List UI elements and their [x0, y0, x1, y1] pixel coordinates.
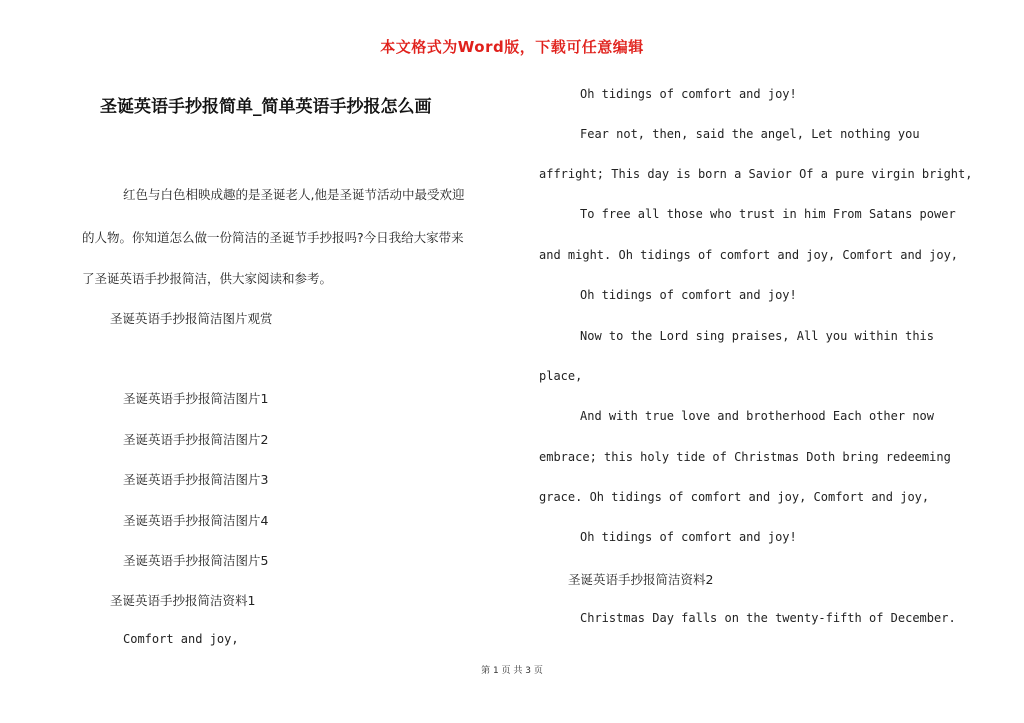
lyric-line: Oh tidings of comfort and joy! [580, 530, 797, 544]
lyric-line: And with true love and brotherhood Each other now [580, 409, 935, 423]
intro-paragraph-line-1: 红色与白色相映成趣的是圣诞老人,他是圣诞节活动中最受欢迎 [123, 187, 465, 202]
section-heading-material-1: 圣诞英语手抄报简洁资料1 [110, 593, 256, 608]
page-title: 圣诞英语手抄报简单_简单英语手抄报怎么画 [100, 97, 432, 117]
section-heading-material-2: 圣诞英语手抄报简洁资料2 [568, 572, 714, 587]
lyric-line: affright; This day is born a Savior Of a pure virgin bright, [539, 167, 973, 181]
lyric-line: Oh tidings of comfort and joy! [580, 87, 797, 101]
lyric-line: and might. Oh tidings of comfort and joy, Comfort and joy, [539, 248, 959, 262]
word-format-banner: 本文格式为Word版，下载可任意编辑 [380, 38, 644, 56]
lyric-line: Fear not, then, said the angel, Let nothing you [580, 127, 920, 141]
image-caption-3: 圣诞英语手抄报简洁图片3 [123, 472, 269, 487]
intro-paragraph-line-2: 的人物。你知道怎么做一份简洁的圣诞节手抄报吗?今日我给大家带来 [82, 230, 464, 245]
lyric-line: embrace; this holy tide of Christmas Doth bring redeeming [539, 450, 951, 464]
lyric-line: grace. Oh tidings of comfort and joy, Comfort and joy, [539, 490, 930, 504]
intro-paragraph-line-3: 了圣诞英语手抄报简洁，供大家阅读和参考。 [82, 271, 333, 286]
lyric-line: Oh tidings of comfort and joy! [580, 288, 797, 302]
lyric-line: Now to the Lord sing praises, All you within this [580, 329, 935, 343]
lyric-line: place, [539, 369, 583, 383]
body-text-line: Christmas Day falls on the twenty-fifth of December. [580, 611, 956, 625]
image-caption-1: 圣诞英语手抄报简洁图片1 [123, 391, 269, 406]
lyric-line: Comfort and joy, [123, 632, 239, 646]
section-heading-images: 圣诞英语手抄报简洁图片观赏 [110, 311, 273, 326]
lyric-line: To free all those who trust in him From Satans power [580, 207, 956, 221]
image-caption-4: 圣诞英语手抄报简洁图片4 [123, 513, 269, 528]
page-number-footer: 第 1 页 共 3 页 [481, 666, 543, 676]
image-caption-2: 圣诞英语手抄报简洁图片2 [123, 432, 269, 447]
image-caption-5: 圣诞英语手抄报简洁图片5 [123, 553, 269, 568]
